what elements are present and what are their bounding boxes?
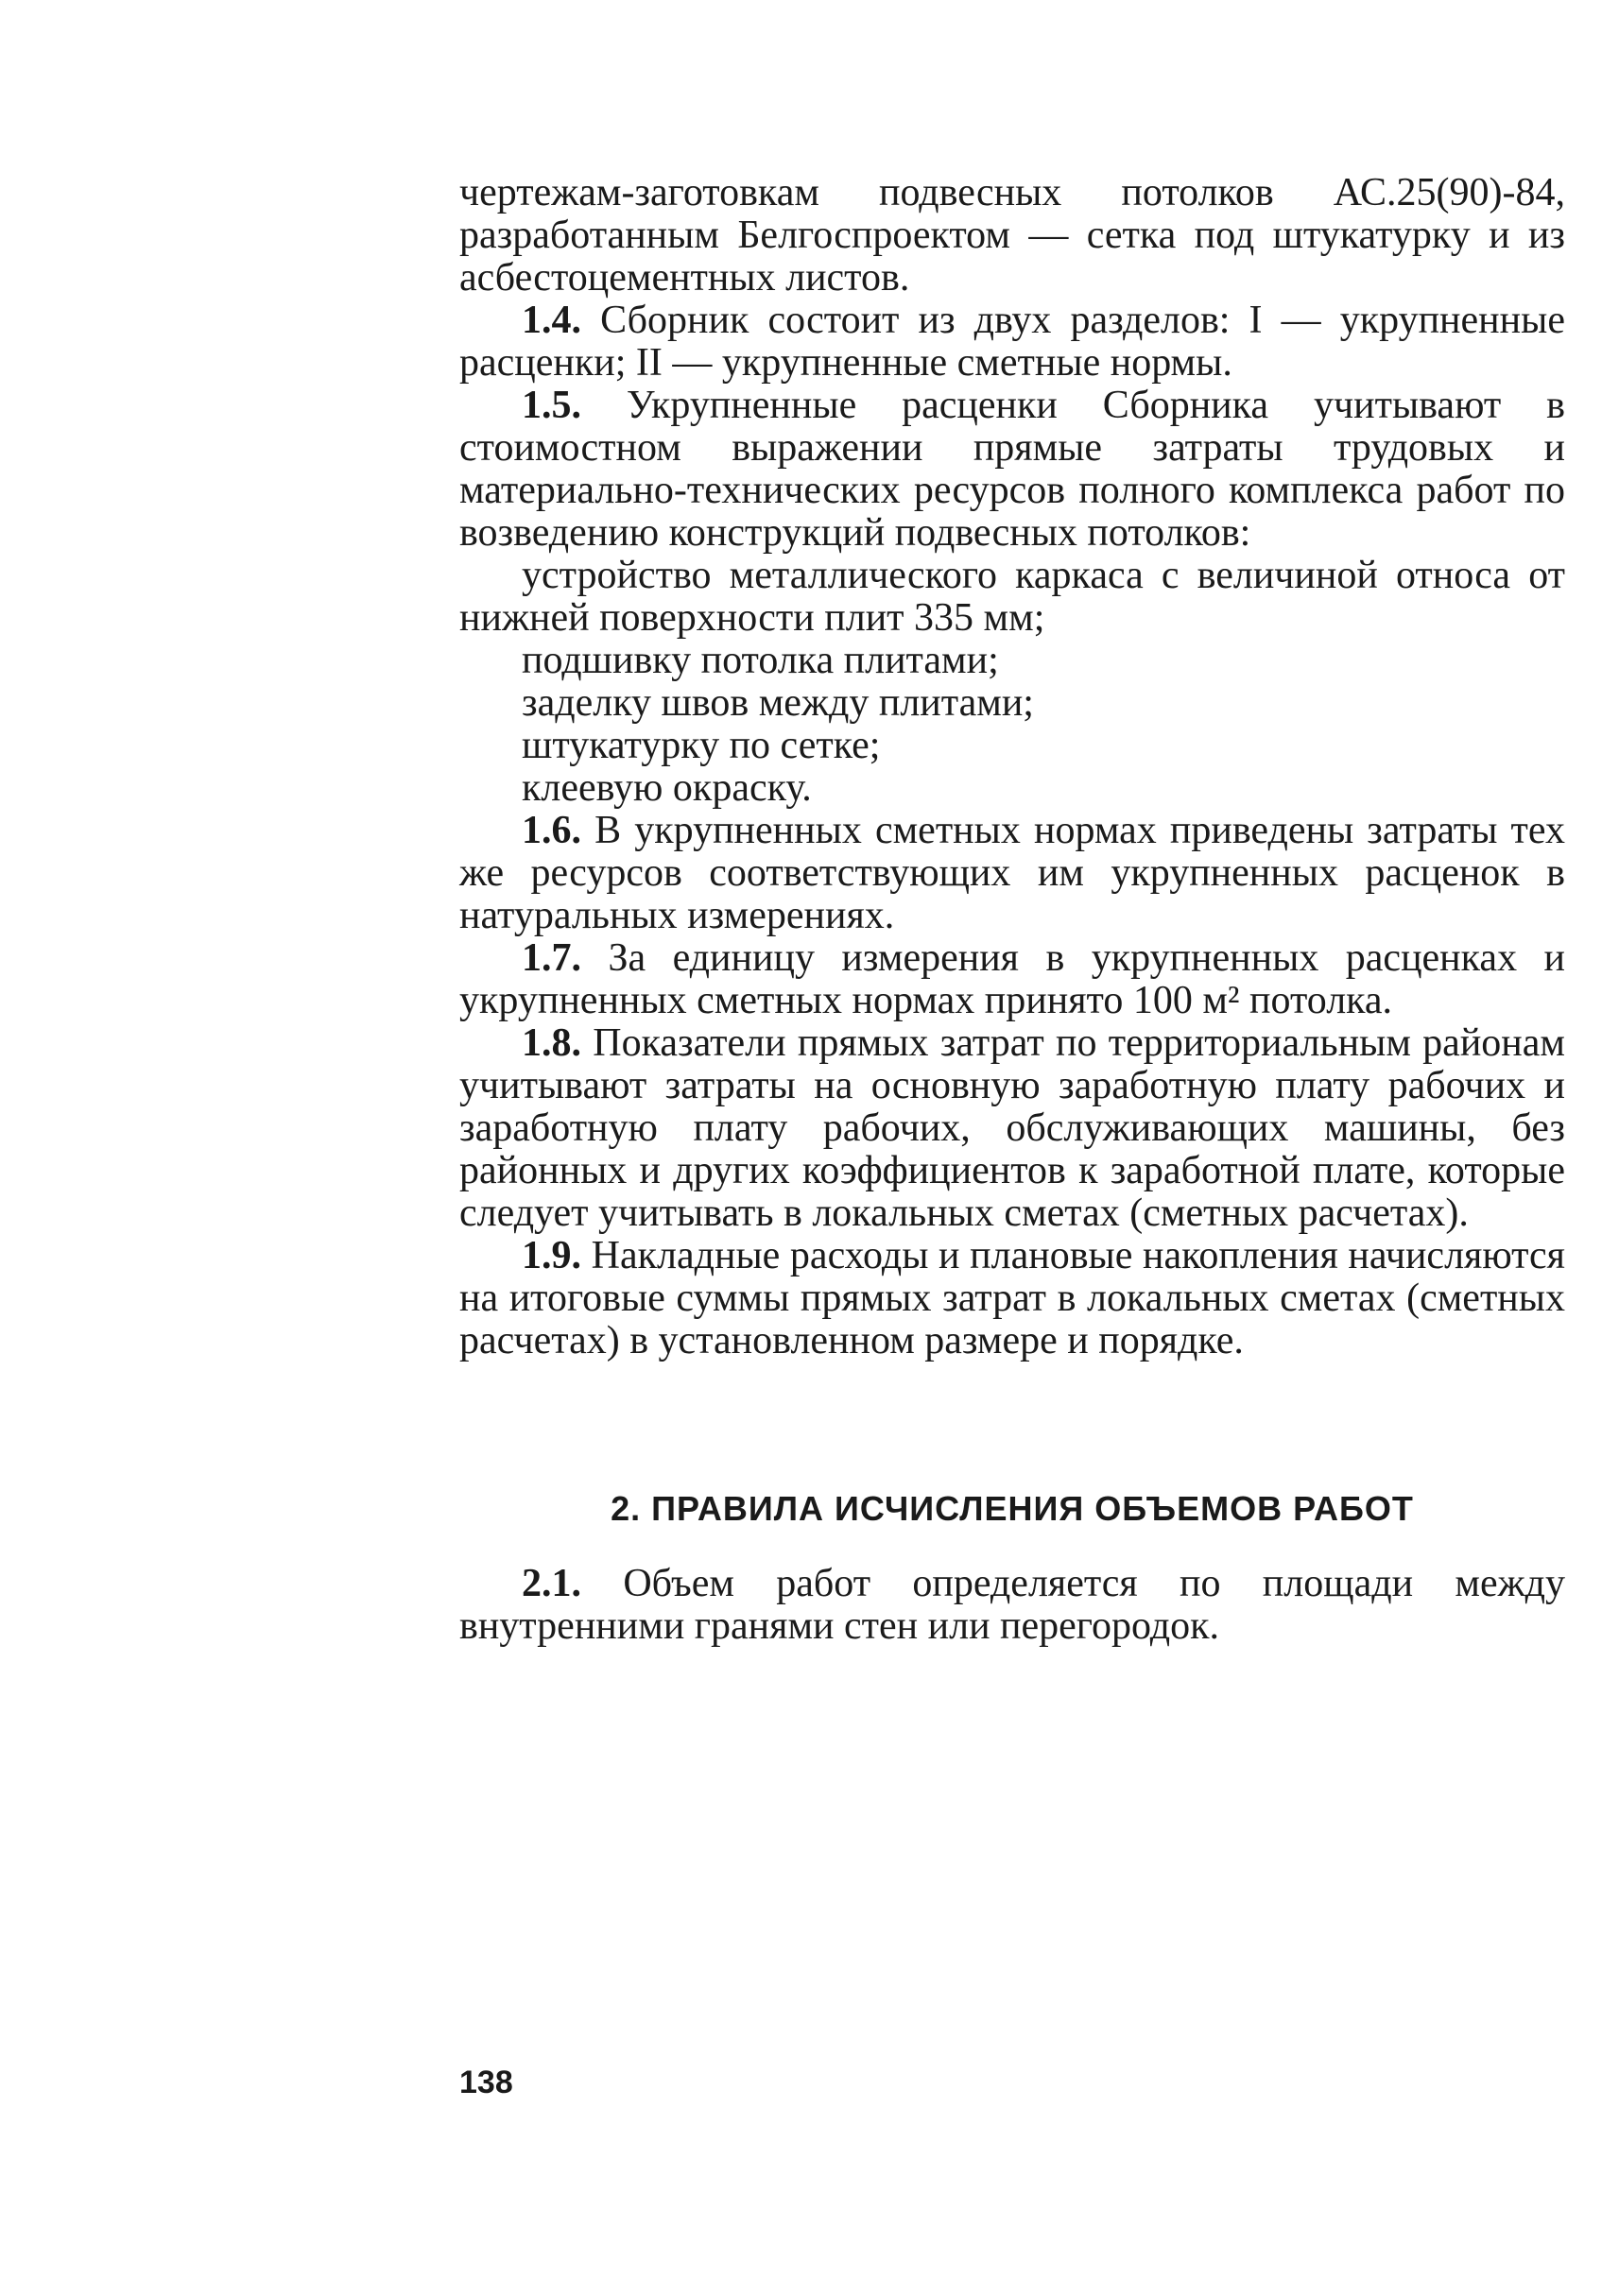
clause-number: 1.6.	[522, 809, 581, 852]
clause-text: Сборник состоит из двух разделов: I — укрупненные расценки; II — укрупненные сметные нормы.	[459, 299, 1565, 385]
section-2-body	[459, 1563, 1565, 1648]
clause-number: 1.8.	[522, 1021, 581, 1065]
list-item: заделку швов между плитами;	[522, 681, 1034, 725]
clause-number: 2.1.	[522, 1562, 581, 1605]
list-item: устройство металлического каркаса с величиной относа от нижней поверхности плит 335 мм;	[459, 554, 1565, 640]
paragraph-1-8	[459, 1022, 1565, 1235]
paragraph-intro: чертежам-заготовкам подвесных потолков АС.25(90)-84, разработанным Белгоспроектом — сетка под штукатурку и из асбестоцементных листов.	[459, 171, 1565, 300]
clause-text: В укрупненных сметных нормах приведены затраты тех же ресурсов соответствующих им укрупненных расценок в натуральных измерениях.	[459, 809, 1565, 937]
clause-text: Объем работ определяется по площади между внутренними гранями стен или перегородок.	[459, 1562, 1566, 1648]
clause-text: За единицу измерения в укрупненных расценках и укрупненных сметных нормах принято 100 м² потолка.	[459, 936, 1565, 1022]
page-number: 138	[459, 2065, 513, 2100]
clause-number: 1.9.	[522, 1234, 581, 1277]
clause-number: 1.4.	[522, 299, 581, 342]
paragraph-1-4	[459, 300, 1565, 385]
clause-number: 1.7.	[522, 936, 581, 980]
paragraph-2-1	[459, 1563, 1565, 1648]
paragraph-1-6	[459, 810, 1565, 937]
paragraph-1-7	[459, 937, 1565, 1022]
clause-text: Показатели прямых затрат по территориальным районам учитывают затраты на основную заработную плату рабочих и заработную плату рабочих, обслуживающих машины, без районных и других коэффициентов к заработной плате, которые следует учитывать в локальных сметах (сметных расчетах).	[459, 1021, 1566, 1235]
paragraph-1-5	[459, 385, 1565, 555]
list-item: подшивку потолка плитами;	[522, 639, 999, 682]
list-item: клеевую окраску.	[522, 766, 812, 810]
clause-text: Накладные расходы и плановые накопления начисляются на итоговые суммы прямых затрат в локальных сметах (сметных расчетах) в установленном размере и порядке.	[459, 1234, 1565, 1362]
list-item: штукатурку по сетке;	[522, 724, 881, 767]
section-2-heading: 2. ПРАВИЛА ИСЧИСЛЕНИЯ ОБЪЕМОВ РАБОТ	[611, 1489, 1414, 1528]
section-1-body	[459, 172, 1565, 1362]
clause-number: 1.5.	[522, 384, 581, 427]
paragraph-1-9	[459, 1235, 1565, 1362]
clause-text: Укрупненные расценки Сборника учитывают в стоимостном выражении прямые затраты трудовых и материально-технических ресурсов полного комплекса работ по возведению конструкций подвесных потолков:	[459, 384, 1565, 555]
